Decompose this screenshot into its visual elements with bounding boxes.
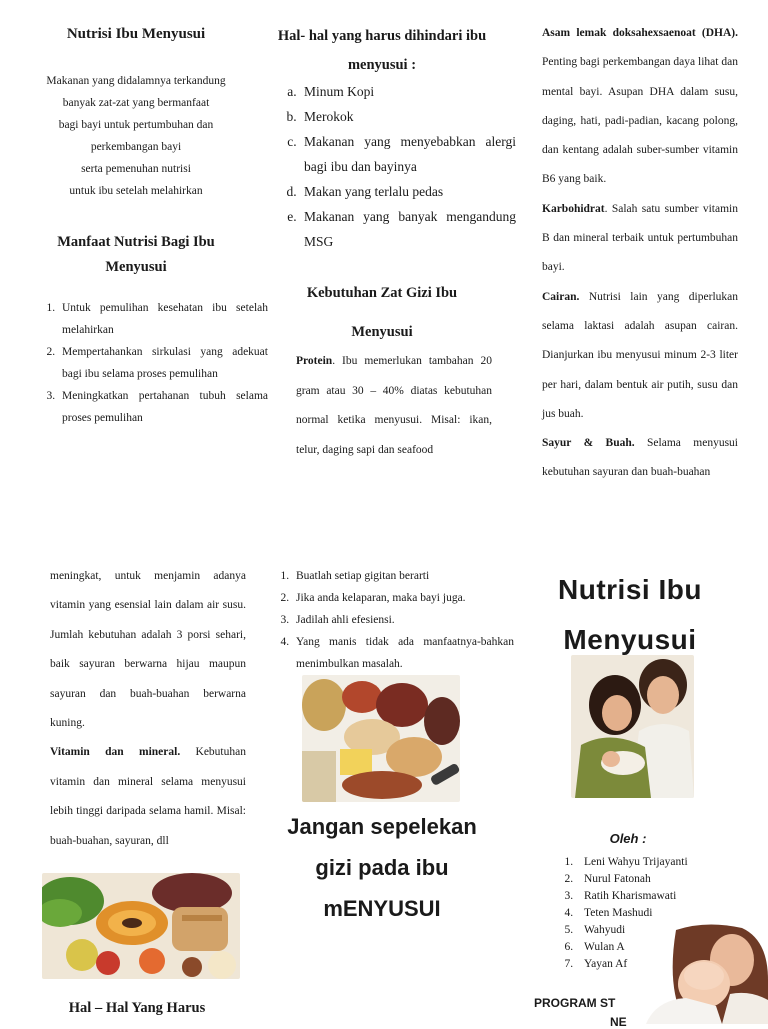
list-item: b. Merokok [300, 104, 516, 129]
intro-line: serta pemenuhan nutrisi [81, 163, 191, 175]
list-item: c. Makanan yang menyebabkan alergi bagi ibu dan bayinya [300, 129, 516, 179]
karbo-text: . Salah satu sumber vitamin B dan mineral terbaik untuk pertumbuhan bayi. [542, 202, 738, 274]
intro-line: perkembangan bayi [90, 141, 182, 153]
list-item: 6. Wulan A [576, 939, 746, 956]
tips-list [270, 565, 514, 675]
list-item: 4. Teten Mashudi [576, 905, 746, 922]
kebutuhan-title: Kebutuhan Zat Gizi Ibu Menyusui [306, 285, 458, 340]
list-item: 2. Mempertahankan sirkulasi yang adekuat bagi ibu selama proses pemulihan [58, 341, 268, 385]
col4-text [50, 562, 246, 856]
slogan-text: Jangan sepelekan gizi pada ibu mENYUSUI [287, 814, 477, 921]
avoid-list [276, 79, 516, 254]
list-item: 3. Meningkatkan pertahanan tubuh selama proses pemulihan [58, 385, 268, 429]
list-item: 4. Yang manis tidak ada manfaatnya-bahkan menimbulkan masalah. [292, 631, 514, 675]
avoid-title: Hal- hal yang harus dihindari ibu menyusui : [277, 28, 487, 73]
cairan-text: Nutrisi lain yang diperlukan selama laktasi adalah asupan cairan. Dianjurkan ibu menyusui minum 2-3 liter per hari, dalam bentuk air putih, susu dan jus buah. [542, 290, 738, 420]
family-photo [571, 655, 694, 798]
col1-title: Nutrisi Ibu Menyusui [66, 26, 206, 42]
dha-label: Asam lemak doksahexsaenoat (DHA). [542, 27, 738, 39]
program-label: PROGRAM ST [534, 996, 616, 1010]
list-item: 3. Ratih Kharismawati [576, 888, 746, 905]
col4-bottom-title: Hal – Hal Yang Harus [68, 1000, 206, 1016]
karbo-label: Karbohidrat [542, 202, 605, 215]
intro-line: banyak zat-zat yang bermanfaat [62, 97, 210, 109]
mother-baby-photo [646, 920, 768, 1024]
dha-paragraph [542, 19, 738, 195]
protein-label: Protein [296, 355, 333, 367]
fruits-vegetables-image [42, 873, 240, 979]
protein-paragraph [296, 347, 492, 465]
sayur-text: Selama menyusui kebutuhan sayuran dan buah-buahan [542, 437, 738, 479]
list-item: 2. Nurul Fatonah [576, 871, 746, 888]
list-item: 3. Jadilah ahli efesiensi. [292, 609, 514, 631]
list-item: a. Minum Kopi [300, 79, 516, 104]
list-item: d. Makan yang terlalu pedas [300, 179, 516, 204]
sayur-continued: meningkat, untuk menjamin adanya vitamin yang esensial lain dalam air susu. Jumlah kebutuhan adalah 3 porsi sehari, baik sayuran berwarna hijau maupun sayuran dan buah-buahan berwarna kuning. [50, 570, 246, 730]
program-label-line2: NE [610, 1015, 627, 1029]
col3-nutrients [542, 19, 738, 488]
karbo-paragraph [542, 195, 738, 283]
list-item: 1. Leni Wahyu Trijayanti [576, 854, 746, 871]
vitamin-paragraph [50, 738, 246, 856]
list-item: 2. Jika anda kelaparan, maka bayi juga. [292, 587, 514, 609]
intro-line: bagi bayi untuk pertumbuhan dan [58, 119, 214, 131]
list-item: 1. Untuk pemulihan kesehatan ibu setelah melahirkan [58, 297, 268, 341]
healthy-food-image [302, 675, 460, 802]
list-item: 5. Wahyudi [576, 922, 746, 939]
manfaat-title: Manfaat Nutrisi Bagi Ibu Menyusui [57, 234, 215, 275]
protein-text: . Ibu memerlukan tambahan 20 gram atau 30 – 40% diatas kebutuhan normal ketika menyusui. Misal: ikan, telur, daging sapi dan seafood [296, 355, 492, 456]
list-item: e. Makanan yang banyak mengandung MSG [300, 204, 516, 254]
vitamin-label: Vitamin dan mineral. [50, 746, 181, 759]
sayur-paragraph [542, 429, 738, 488]
cover-title: Nutrisi Ibu Menyusui [558, 574, 702, 655]
sayur-label: Sayur & Buah. [542, 437, 635, 450]
intro-line: Makanan yang didalamnya terkandung [46, 75, 226, 87]
cairan-label: Cairan. [542, 290, 580, 303]
list-item: 7. Yayan Af [576, 956, 746, 973]
intro-line: untuk ibu setelah melahirkan [69, 185, 203, 197]
vitamin-text: Kebutuhan vitamin dan mineral selama menyusui lebih tinggi daripada selama hamil. Misal: buah-buahan, sayuran, dll [50, 746, 246, 847]
cairan-paragraph [542, 283, 738, 429]
dha-text: Penting bagi perkembangan daya lihat dan mental bayi. Asupan DHA dalam susu, daging, hati, padi-padian, kacang polong, dan kentang adalah suber-sumber vitamin B6 yang baik. [542, 56, 738, 186]
list-item: 1. Buatlah setiap gigitan berarti [292, 565, 514, 587]
oleh-label: Oleh : [609, 831, 647, 846]
manfaat-list [36, 297, 268, 429]
col1-intro [30, 70, 242, 202]
